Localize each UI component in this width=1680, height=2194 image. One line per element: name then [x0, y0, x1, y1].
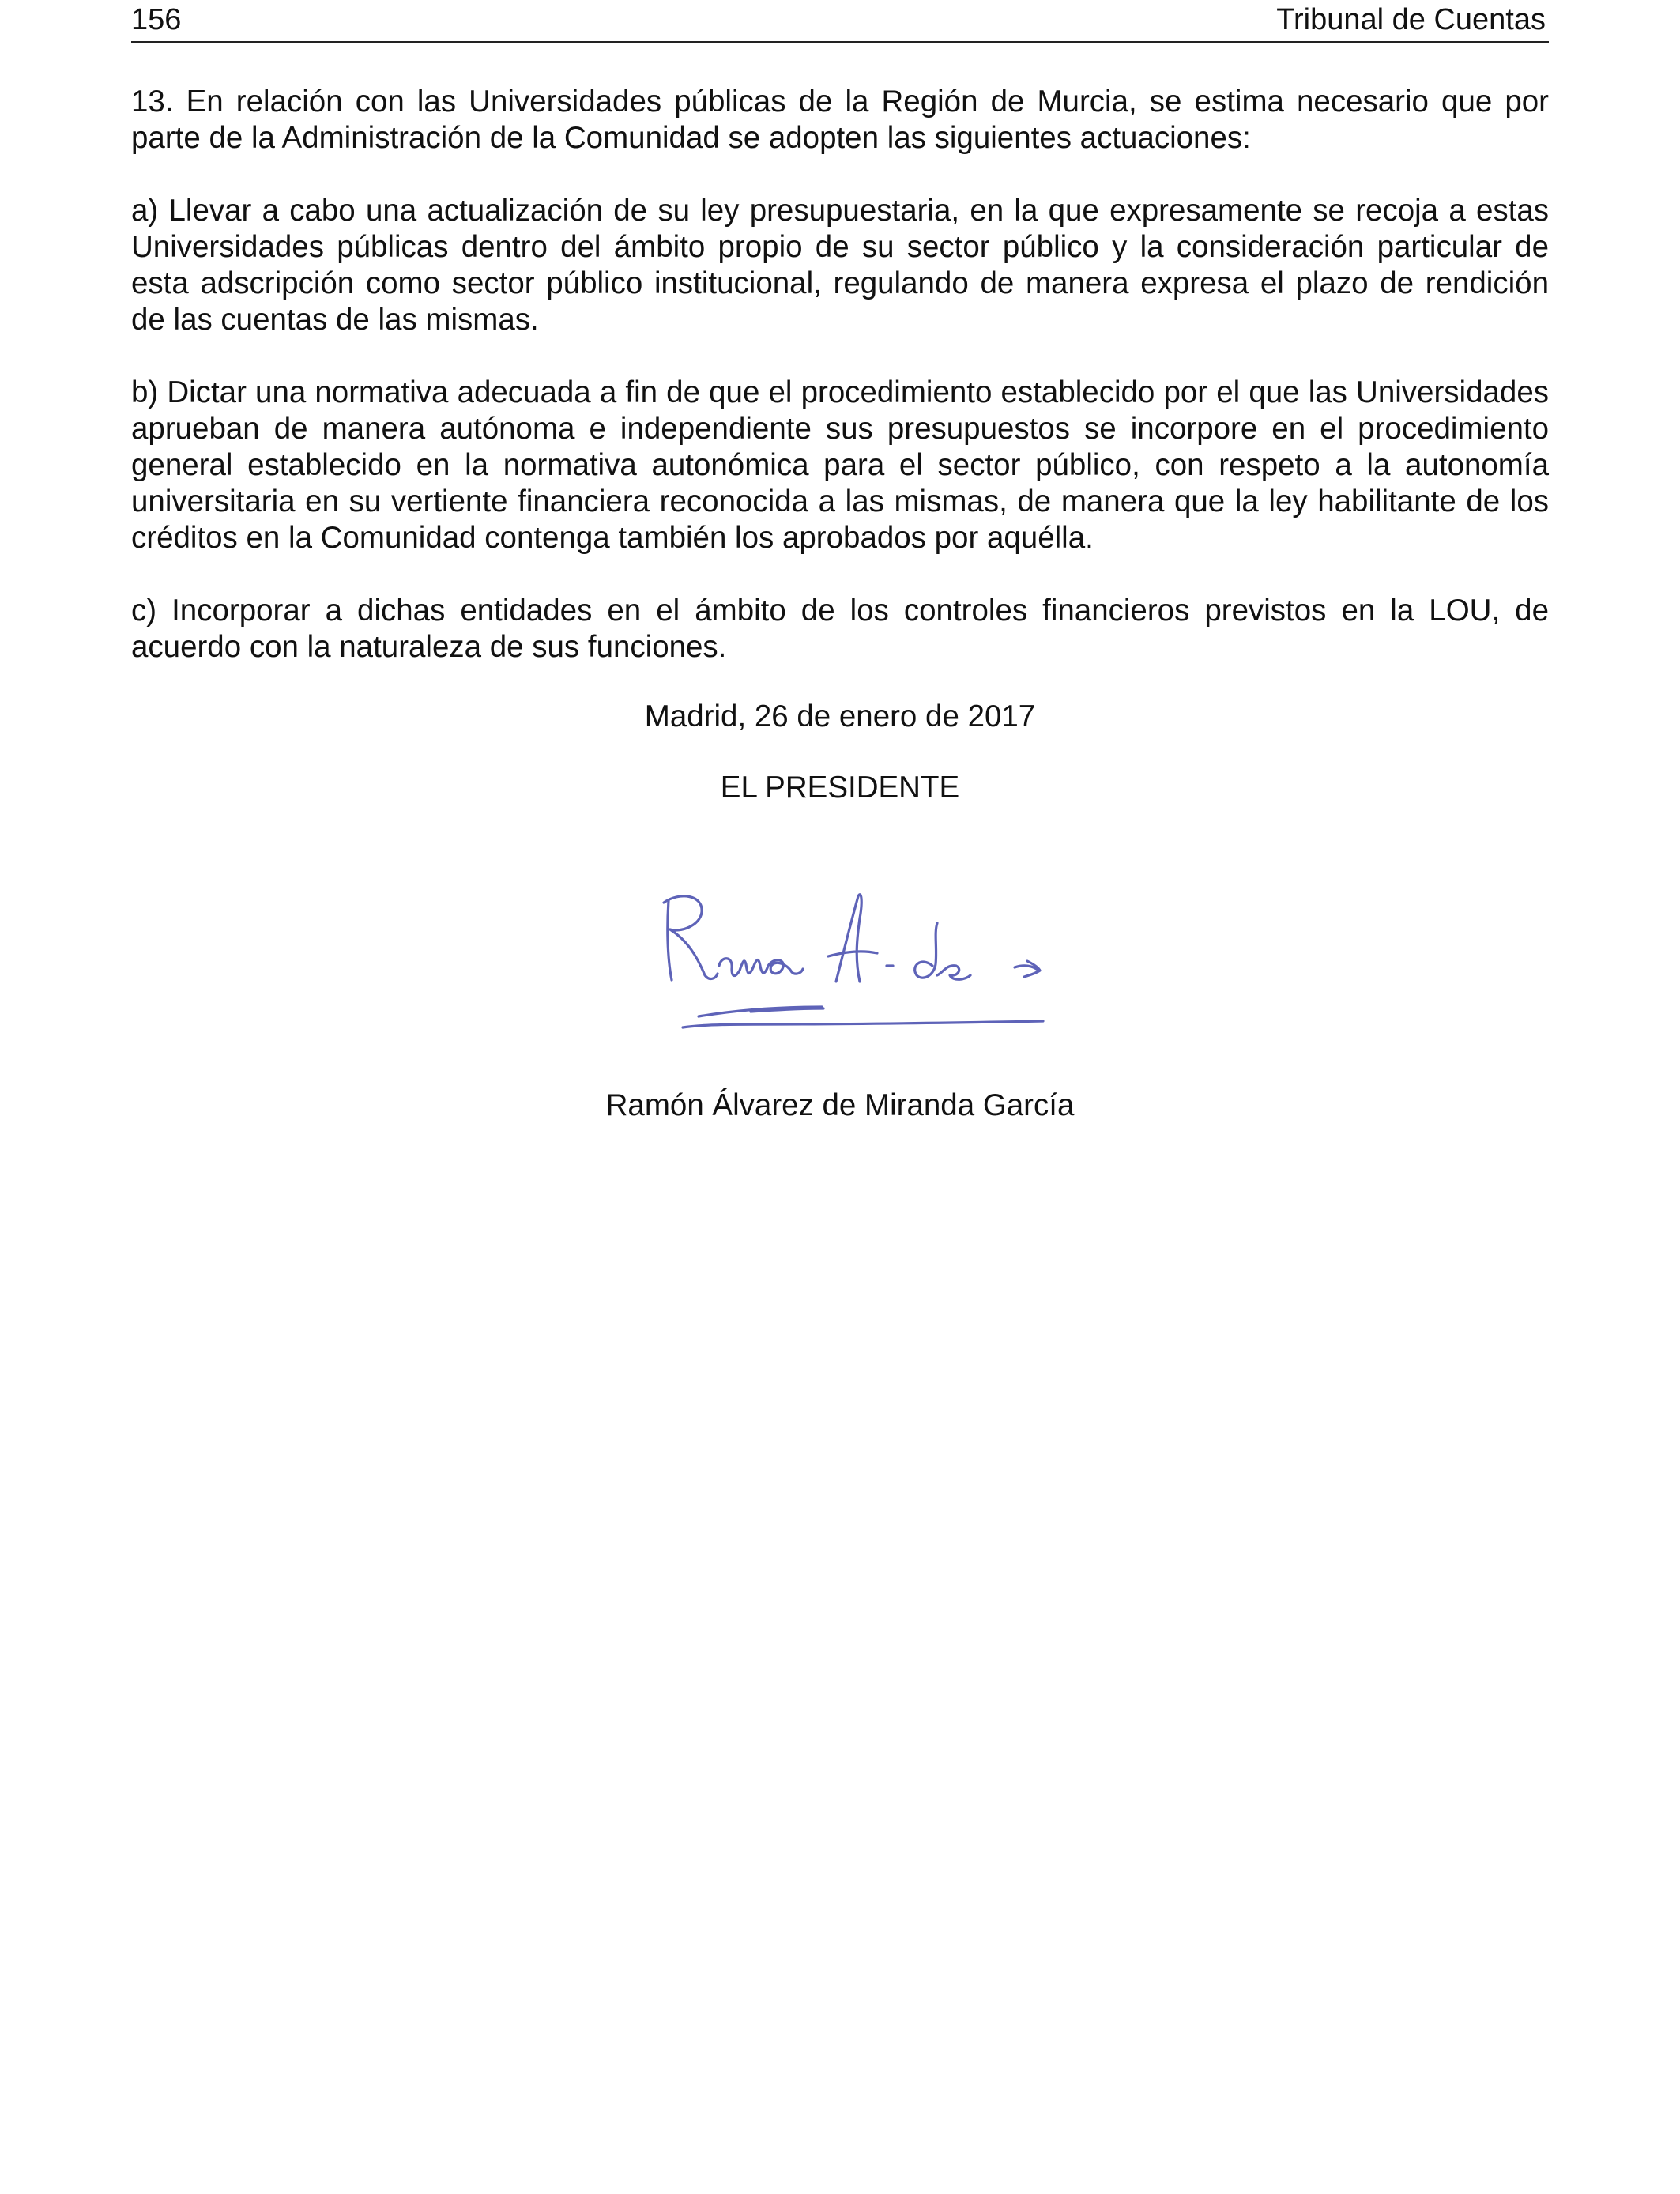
signature-stroke-6 — [1015, 961, 1040, 977]
signature-underline-2 — [683, 1021, 1043, 1027]
signature-stroke-1 — [664, 896, 718, 980]
paragraph-a: a) Llevar a cabo una actualización de su ley presupuestaria, en la que expresamente se recoja a estas Universidades públicas dentro del ámbito propio de su sector público y la consideración particular de esta adscripción como sector público institucional, regulando de manera expresa el plazo de rendición de las cuentas de las mismas. — [131, 194, 1549, 337]
page-header — [131, 0, 1549, 43]
president-title: EL PRESIDENTE — [720, 771, 960, 805]
running-title: Tribunal de Cuentas — [1276, 3, 1546, 36]
signature-stroke-5 — [915, 923, 970, 979]
signer-name: Ramón Álvarez de Miranda García — [605, 1088, 1075, 1122]
signature-stroke-2 — [719, 959, 803, 976]
date-line: Madrid, 26 de enero de 2017 — [644, 699, 1036, 733]
paragraph-13-intro: 13. En relación con las Universidades públicas de la Región de Murcia, se estima necesario que por parte de la Administración de la Comunidad se adopten las siguientes actuaciones: — [131, 85, 1549, 155]
paragraph-b: b) Dictar una normativa adecuada a fin de que el procedimiento establecido por el que las Universidades aprueban de manera autónoma e independiente sus presupuestos se incorpore en el procedimiento general establecido en la normativa autonómica para el sector público, con respeto a la autonomía universitaria en su vertiente financiera reconocida a las mismas, de manera que la ley habilitante de los créditos en la Comunidad contenga también los aprobados por aquélla. — [131, 375, 1549, 555]
signature-stroke-3 — [828, 895, 877, 982]
handwritten-signature — [656, 877, 1067, 1051]
body-text — [131, 84, 1549, 665]
page-number: 156 — [131, 3, 182, 36]
paragraph-c: c) Incorporar a dichas entidades en el ámbito de los controles financieros previstos en la LOU, de acuerdo con la naturaleza de sus funciones. — [131, 594, 1549, 664]
signature-underline-1 — [699, 1007, 823, 1016]
